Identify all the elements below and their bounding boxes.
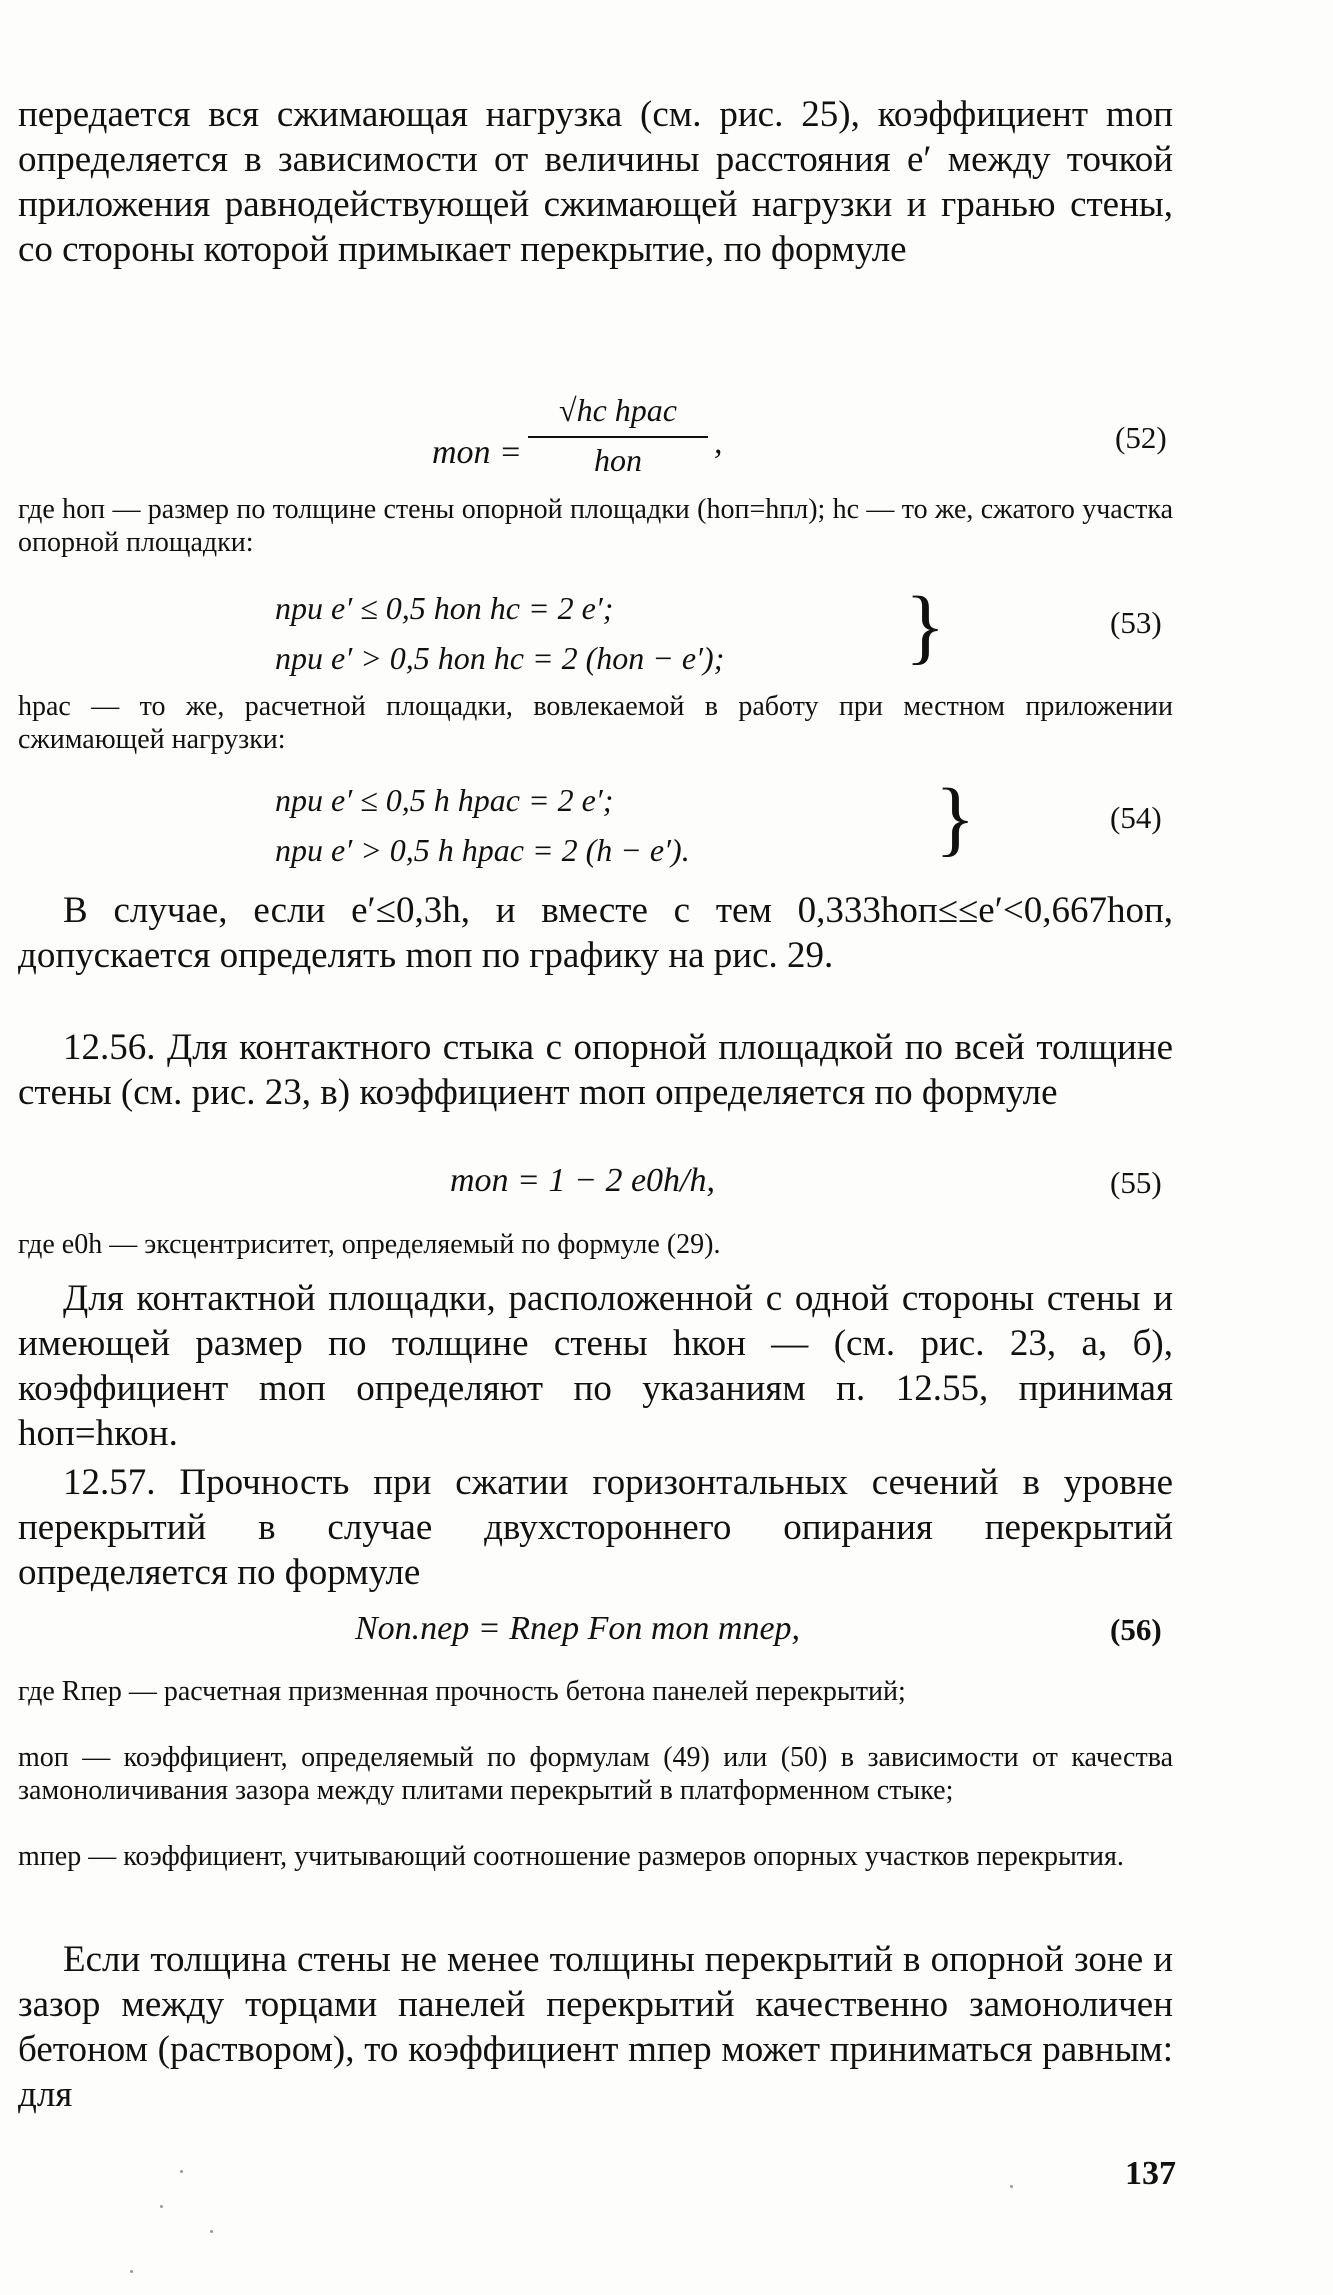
formula-54-line-1: при e′ ≤ 0,5 h hрас = 2 e′; <box>275 782 614 818</box>
formula-52-comma: , <box>714 424 723 461</box>
equation-number-52: (52) <box>1115 420 1167 455</box>
page-number: 137 <box>1125 2155 1176 2192</box>
definition-mper: mпер — коэффициент, учитывающий соотношение размеров опорных участков перекрытия. <box>18 1841 1124 1872</box>
formula-54-brace: } <box>935 772 976 865</box>
paragraph-12-56: 12.56. Для контактного стыка с опорной площадкой по всей толщине стены (см. рис. 23, в) коэффициент mоп определяется по формуле <box>18 1027 1173 1113</box>
paragraph-hras: hрас — то же, расчетной площадки, вовлекаемой в работу при местном приложении сжимающей нагрузки: <box>18 691 1173 755</box>
paragraph-where-hop: где hоп — размер по толщине стены опорной площадки (hоп=hпл); hс — то же, сжатого участка опорной площадки: <box>18 494 1173 558</box>
formula-54-line-2: при e′ > 0,5 h hрас = 2 (h − e′). <box>275 832 690 868</box>
formula-53-line-2: при e′ > 0,5 hоп hс = 2 (hоп − e′); <box>275 640 725 676</box>
scan-speck <box>210 2230 213 2233</box>
equation-number-54: (54) <box>1110 800 1162 835</box>
paragraph-case-e: В случае, если e′≤0,3h, и вместе с тем 0,333hоп≤≤e′<0,667hоп, допускается определять mоп по графику на рис. 29. <box>18 890 1173 976</box>
formula-52-denominator: hоп <box>594 442 642 478</box>
formula-53-brace: } <box>905 580 946 673</box>
formula-52-fraction-bar <box>528 436 708 438</box>
scan-speck <box>180 2170 183 2173</box>
scan-speck <box>160 2205 163 2208</box>
formula-56: Nоп.пер = Rпер Fоп mоп mпер, <box>355 1610 801 1647</box>
paragraph-contact-area: Для контактной площадки, расположенной с одной стороны стены и имеющей размер по толщине стены hкон — (см. рис. 23, а, б), коэффициент mоп определяют по указаниям п. 12.55, принимая hоп=hкон. <box>18 1278 1173 1454</box>
paragraph-wall-thickness: Если толщина стены не менее толщины перекрытий в опорной зоне и зазор между торцами панелей перекрытий качественно замоноличен бетоном (раствором), то коэффициент mпер может приниматься равным: для <box>18 1939 1173 2115</box>
paragraph-12-57: 12.57. Прочность при сжатии горизонтальных сечений в уровне перекрытий в случае двухстороннего опирания перекрытий определяется по формуле <box>18 1462 1173 1593</box>
definition-mop: mоп — коэффициент, определяемый по формулам (49) или (50) в зависимости от качества замоноличивания зазора между плитами перекрытий в платформенном стыке; <box>18 1742 1173 1806</box>
scan-speck <box>130 2270 133 2273</box>
equation-number-55: (55) <box>1110 1165 1162 1200</box>
formula-55: mоп = 1 − 2 e0h/h, <box>450 1162 715 1199</box>
paragraph-where-e0h: где e0h — эксцентриситет, определяемый по формуле (29). <box>18 1229 721 1260</box>
formula-52-numerator: √hс hрас <box>559 392 677 428</box>
paragraph-intro: передается вся сжимающая нагрузка (см. рис. 25), коэффициент mоп определяется в зависимости от величины расстояния e′ между точкой приложения равнодействующей сжимающей нагрузки и гранью стены, со стороны которой примыкает перекрытие, по формуле <box>18 94 1173 270</box>
formula-53-line-1: при e′ ≤ 0,5 hоп hс = 2 e′; <box>275 590 614 626</box>
formula-52-lhs: mоп = <box>432 434 522 471</box>
equation-number-53: (53) <box>1110 605 1162 640</box>
equation-number-56: (56) <box>1110 1612 1162 1647</box>
definition-rper: где Rпер — расчетная призменная прочность бетона панелей перекрытий; <box>18 1676 906 1707</box>
scan-speck <box>1010 2185 1013 2188</box>
